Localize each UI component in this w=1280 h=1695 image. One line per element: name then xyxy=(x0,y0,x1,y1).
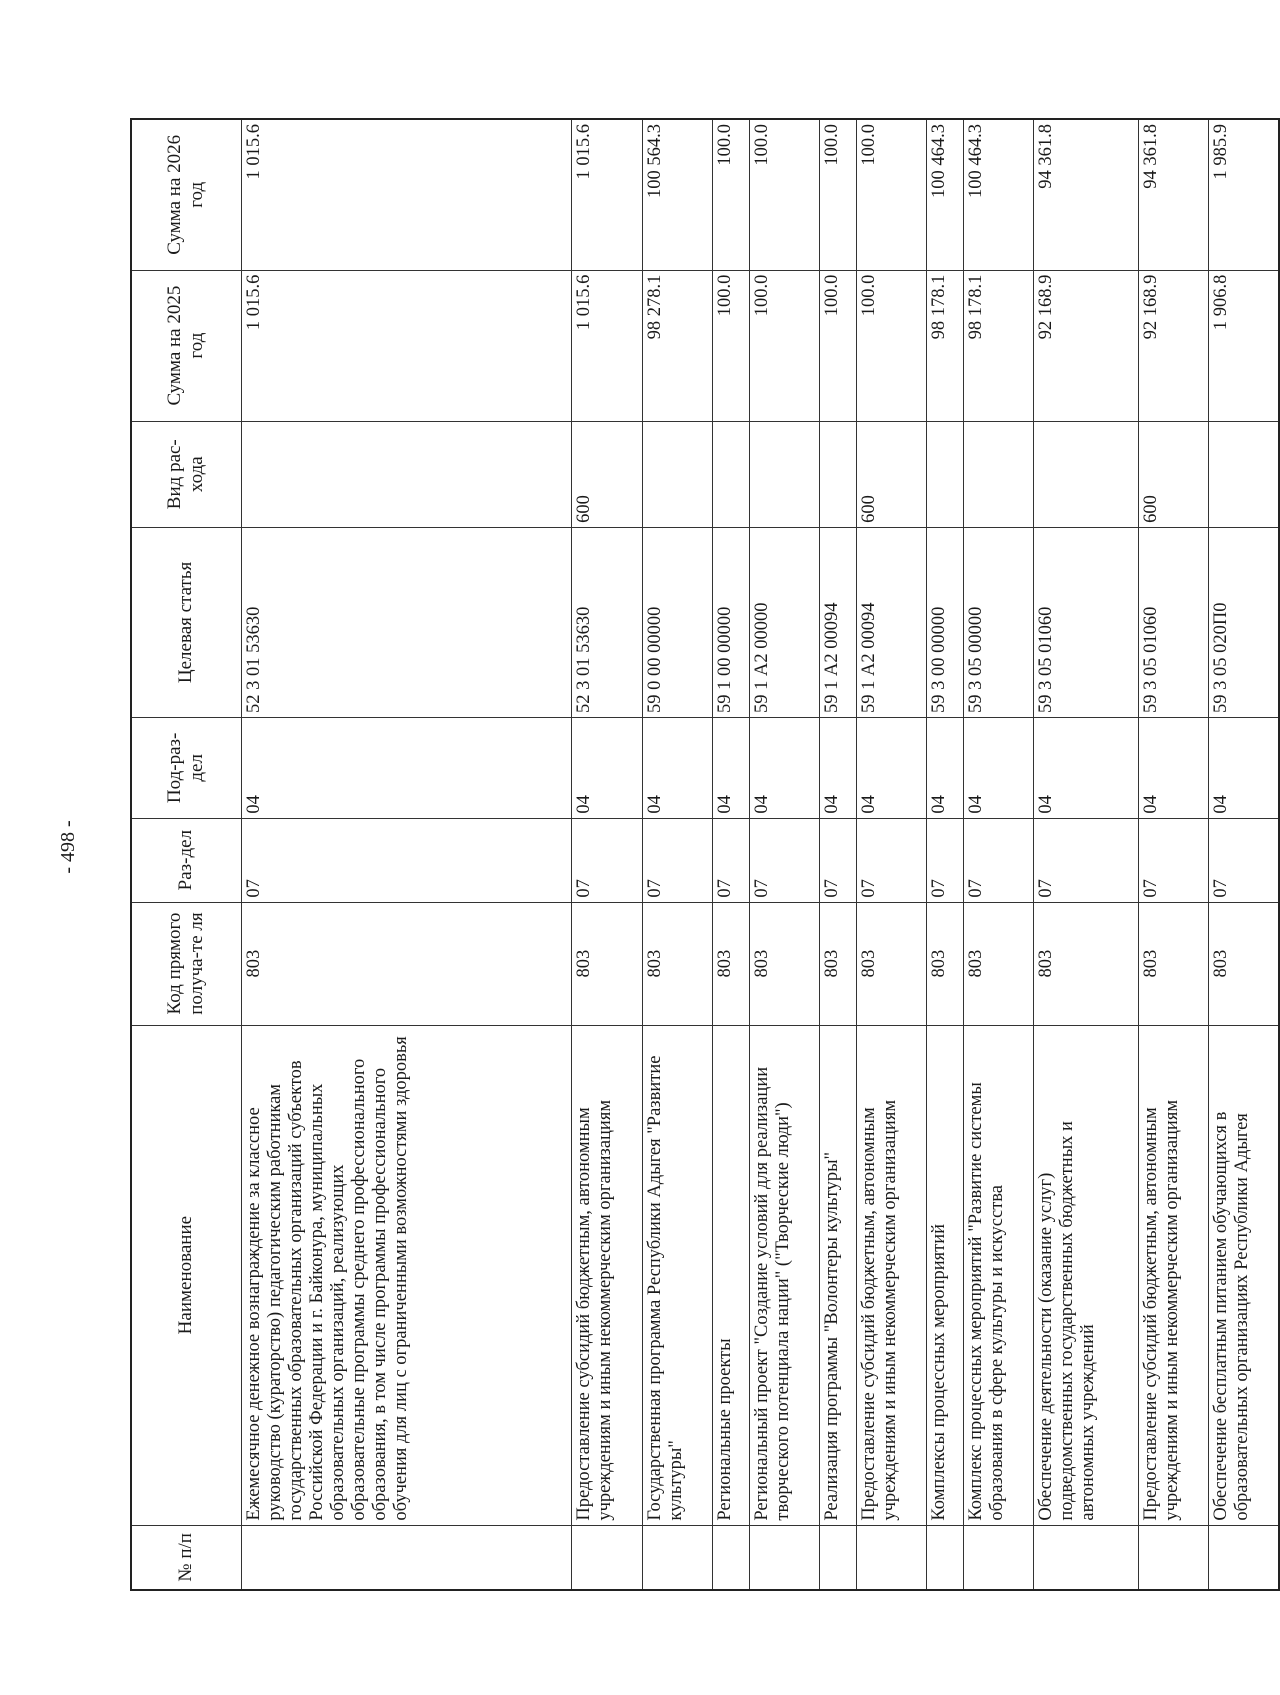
table-row xyxy=(241,119,572,1590)
cell-expense-type xyxy=(1208,421,1279,527)
cell-subsection: 04 xyxy=(856,718,926,819)
cell-recipient: 803 xyxy=(1208,902,1279,1025)
cell-article: 59 3 00 00000 xyxy=(927,527,964,717)
cell-expense-type xyxy=(1034,421,1138,527)
cell-article: 59 1 А2 00000 xyxy=(749,527,819,717)
cell-num xyxy=(856,1525,926,1590)
cell-subsection: 04 xyxy=(1208,718,1279,819)
cell-name: Комплексы процессных мероприятий xyxy=(927,1025,964,1525)
cell-num xyxy=(241,1525,572,1590)
cell-sum-2026: 94 361.8 xyxy=(1034,119,1138,270)
cell-sum-2025: 1 015.6 xyxy=(572,270,642,421)
page-number: - 498 - xyxy=(57,820,79,874)
cell-sum-2026: 100.0 xyxy=(856,119,926,270)
cell-recipient: 803 xyxy=(1034,902,1138,1025)
cell-recipient: 803 xyxy=(856,902,926,1025)
cell-subsection: 04 xyxy=(820,718,857,819)
cell-section: 07 xyxy=(713,818,750,902)
cell-sum-2026: 100.0 xyxy=(749,119,819,270)
cell-subsection: 04 xyxy=(642,718,712,819)
cell-recipient: 803 xyxy=(713,902,750,1025)
table-row xyxy=(820,119,857,1590)
table-row xyxy=(572,119,642,1590)
cell-expense-type xyxy=(820,421,857,527)
cell-expense-type xyxy=(749,421,819,527)
cell-num xyxy=(1034,1525,1138,1590)
cell-name: Предоставление субсидий бюджетным, автономным учреждениям и иным некоммерческим организациям xyxy=(572,1025,642,1525)
cell-sum-2026: 100 464.3 xyxy=(963,119,1033,270)
cell-subsection: 04 xyxy=(572,718,642,819)
cell-sum-2025: 1 015.6 xyxy=(241,270,572,421)
header-num: № п/п xyxy=(131,1525,241,1590)
cell-section: 07 xyxy=(749,818,819,902)
table-row xyxy=(963,119,1033,1590)
cell-subsection: 04 xyxy=(713,718,750,819)
cell-section: 07 xyxy=(642,818,712,902)
cell-name: Обеспечение деятельности (оказание услуг) подведомственных государственных бюджетных и автономных учреждений xyxy=(1034,1025,1138,1525)
cell-subsection: 04 xyxy=(1138,718,1208,819)
cell-expense-type xyxy=(963,421,1033,527)
cell-article: 59 3 05 020П0 xyxy=(1208,527,1279,717)
cell-sum-2026: 100 564.3 xyxy=(642,119,712,270)
cell-sum-2025: 98 278.1 xyxy=(642,270,712,421)
cell-num xyxy=(1208,1525,1279,1590)
table-row xyxy=(927,119,964,1590)
table-container xyxy=(130,118,1280,1591)
header-article: Целевая статья xyxy=(131,527,241,717)
cell-name: Реализация программы "Волонтеры культуры" xyxy=(820,1025,857,1525)
table-row xyxy=(1208,119,1279,1590)
cell-sum-2025: 100.0 xyxy=(713,270,750,421)
cell-name: Обеспечение бесплатным питанием обучающихся в образовательных организациях Республики Адыгея xyxy=(1208,1025,1279,1525)
cell-expense-type: 600 xyxy=(572,421,642,527)
cell-sum-2026: 94 361.8 xyxy=(1138,119,1208,270)
table-row xyxy=(1034,119,1138,1590)
cell-section: 07 xyxy=(572,818,642,902)
cell-recipient: 803 xyxy=(241,902,572,1025)
cell-sum-2025: 92 168.9 xyxy=(1034,270,1138,421)
cell-section: 07 xyxy=(1138,818,1208,902)
cell-num xyxy=(927,1525,964,1590)
cell-name: Комплекс процессных мероприятий "Развитие системы образования в сфере культуры и искусства xyxy=(963,1025,1033,1525)
cell-recipient: 803 xyxy=(927,902,964,1025)
header-name: Наименование xyxy=(131,1025,241,1525)
cell-section: 07 xyxy=(1034,818,1138,902)
cell-sum-2025: 100.0 xyxy=(820,270,857,421)
cell-name: Ежемесячное денежное вознаграждение за классное руководство (кураторство) педагогическим работникам государственных образовательных организаций субъектов Российской Федерации и г. Байконура, муниципальных образовательных организаций, реализующих образовательные программы среднего профессионального образования, в том числе программы профессионального обучения для лиц с ограниченными возможностями здоровья xyxy=(241,1025,572,1525)
cell-sum-2025: 98 178.1 xyxy=(963,270,1033,421)
cell-article: 52 3 01 53630 xyxy=(241,527,572,717)
cell-name: Предоставление субсидий бюджетным, автономным учреждениям и иным некоммерческим организациям xyxy=(1138,1025,1208,1525)
cell-name: Региональный проект "Создание условий для реализации творческого потенциала нации" ("Творческие люди") xyxy=(749,1025,819,1525)
cell-num xyxy=(713,1525,750,1590)
header-section: Раз-дел xyxy=(131,818,241,902)
cell-expense-type xyxy=(241,421,572,527)
table-row xyxy=(1138,119,1208,1590)
cell-recipient: 803 xyxy=(1138,902,1208,1025)
cell-expense-type: 600 xyxy=(1138,421,1208,527)
cell-article: 59 1 00 00000 xyxy=(713,527,750,717)
cell-name: Государственная программа Республики Адыгея "Развитие культуры" xyxy=(642,1025,712,1525)
cell-expense-type xyxy=(713,421,750,527)
cell-expense-type: 600 xyxy=(856,421,926,527)
cell-sum-2025: 1 906.8 xyxy=(1208,270,1279,421)
table-row xyxy=(856,119,926,1590)
cell-sum-2025: 98 178.1 xyxy=(927,270,964,421)
cell-article: 59 3 05 01060 xyxy=(1138,527,1208,717)
budget-table xyxy=(130,118,1280,1591)
cell-section: 07 xyxy=(820,818,857,902)
table-row xyxy=(749,119,819,1590)
cell-article: 59 3 05 00000 xyxy=(963,527,1033,717)
header-subsection: Под-раз-дел xyxy=(131,718,241,819)
cell-recipient: 803 xyxy=(963,902,1033,1025)
cell-sum-2026: 100.0 xyxy=(713,119,750,270)
table-header-row xyxy=(131,119,241,1590)
cell-sum-2026: 100 464.3 xyxy=(927,119,964,270)
cell-num xyxy=(572,1525,642,1590)
header-sum-2025: Сумма на 2025 год xyxy=(131,270,241,421)
cell-num xyxy=(820,1525,857,1590)
cell-recipient: 803 xyxy=(820,902,857,1025)
cell-section: 07 xyxy=(963,818,1033,902)
cell-subsection: 04 xyxy=(1034,718,1138,819)
cell-section: 07 xyxy=(927,818,964,902)
cell-sum-2026: 100.0 xyxy=(820,119,857,270)
cell-section: 07 xyxy=(241,818,572,902)
cell-num xyxy=(642,1525,712,1590)
table-row xyxy=(713,119,750,1590)
cell-recipient: 803 xyxy=(749,902,819,1025)
cell-article: 59 1 А2 00094 xyxy=(820,527,857,717)
cell-num xyxy=(963,1525,1033,1590)
cell-sum-2025: 92 168.9 xyxy=(1138,270,1208,421)
cell-subsection: 04 xyxy=(963,718,1033,819)
cell-sum-2025: 100.0 xyxy=(856,270,926,421)
cell-article: 59 0 00 00000 xyxy=(642,527,712,717)
cell-recipient: 803 xyxy=(572,902,642,1025)
header-recipient: Код прямого получа-те ля xyxy=(131,902,241,1025)
cell-name: Предоставление субсидий бюджетным, автономным учреждениям и иным некоммерческим организациям xyxy=(856,1025,926,1525)
cell-sum-2026: 1 015.6 xyxy=(241,119,572,270)
cell-section: 07 xyxy=(856,818,926,902)
header-expense-type: Вид рас-хода xyxy=(131,421,241,527)
cell-name: Региональные проекты xyxy=(713,1025,750,1525)
cell-expense-type xyxy=(642,421,712,527)
header-sum-2026: Сумма на 2026 год xyxy=(131,119,241,270)
cell-subsection: 04 xyxy=(749,718,819,819)
cell-sum-2025: 100.0 xyxy=(749,270,819,421)
cell-sum-2026: 1 015.6 xyxy=(572,119,642,270)
table-row xyxy=(642,119,712,1590)
cell-num xyxy=(749,1525,819,1590)
cell-subsection: 04 xyxy=(927,718,964,819)
cell-subsection: 04 xyxy=(241,718,572,819)
cell-sum-2026: 1 985.9 xyxy=(1208,119,1279,270)
cell-section: 07 xyxy=(1208,818,1279,902)
cell-num xyxy=(1138,1525,1208,1590)
cell-article: 59 3 05 01060 xyxy=(1034,527,1138,717)
cell-recipient: 803 xyxy=(642,902,712,1025)
cell-article: 59 1 А2 00094 xyxy=(856,527,926,717)
cell-expense-type xyxy=(927,421,964,527)
cell-article: 52 3 01 53630 xyxy=(572,527,642,717)
